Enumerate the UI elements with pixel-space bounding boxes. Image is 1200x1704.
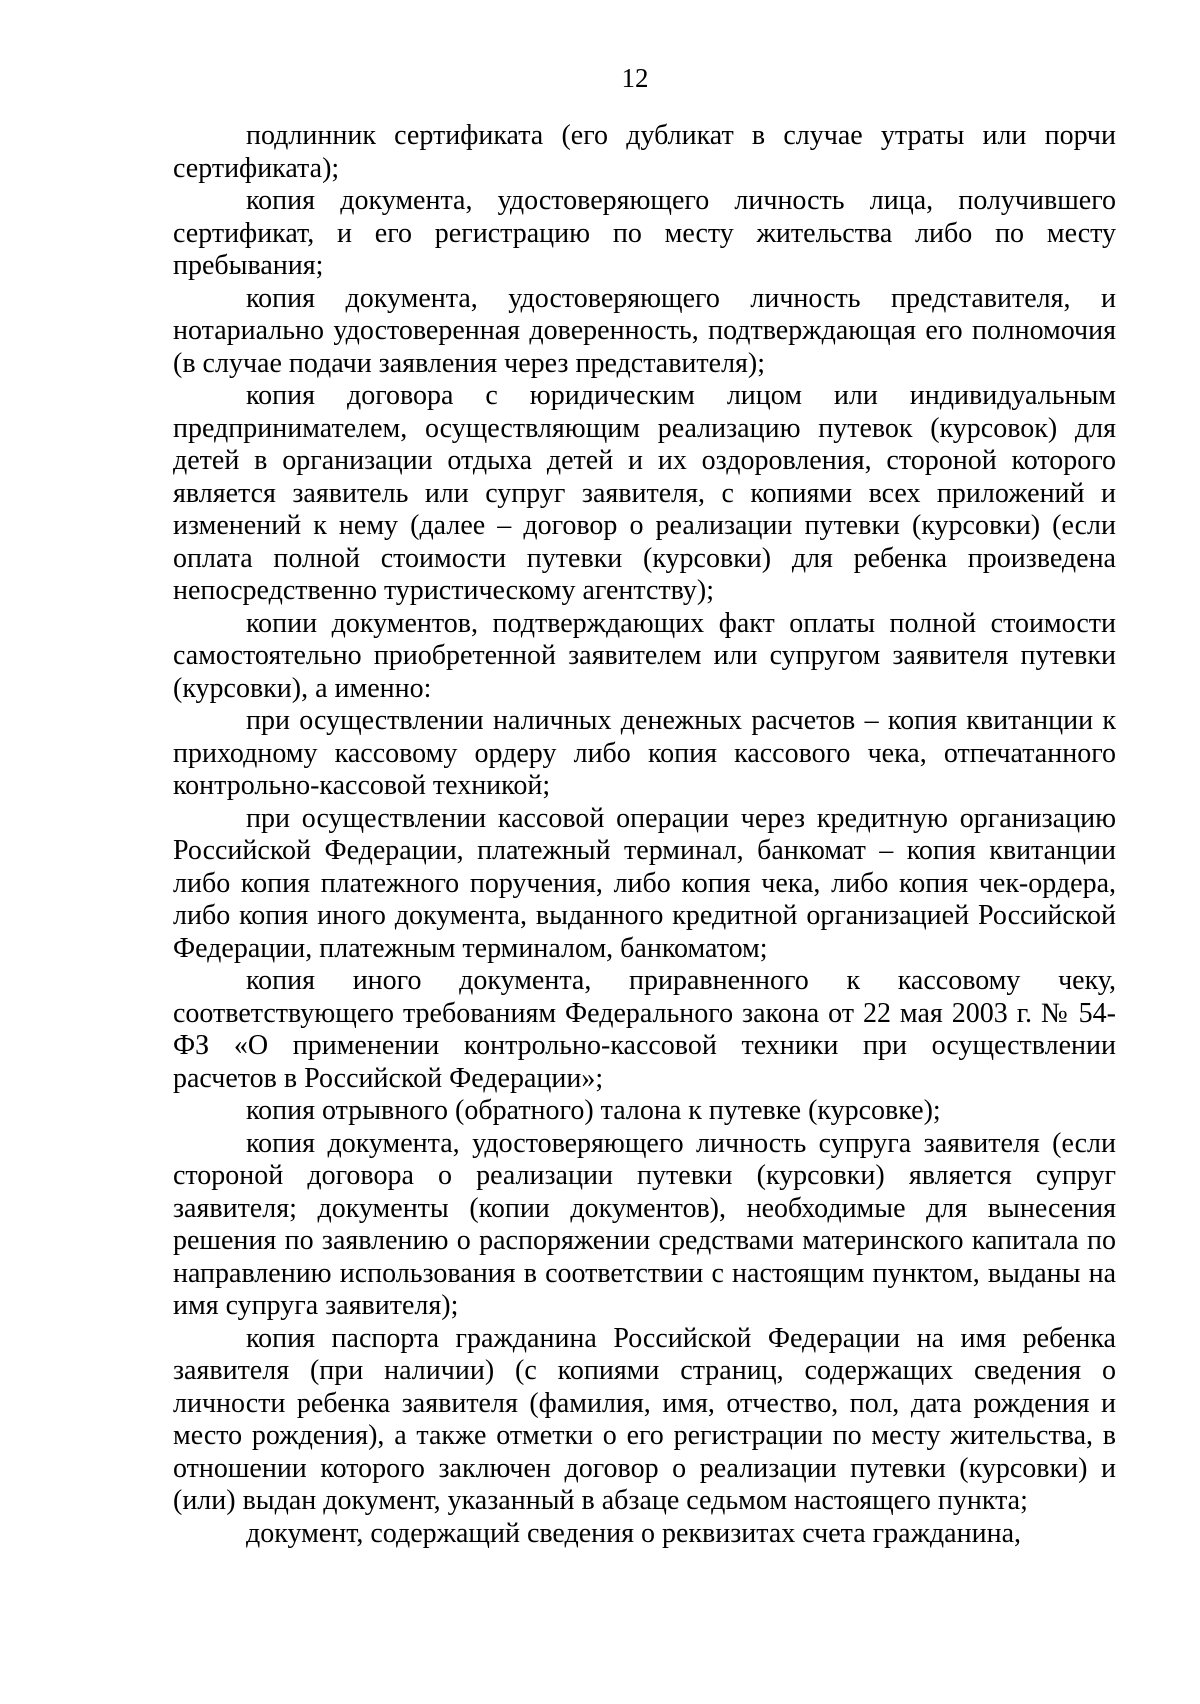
paragraph-bank-payment: при осуществлении кассовой операции через кредитную организацию Российской Федерации, платежный терминал, банкомат – копия квитанции либо копия платежного поручения, либо копия чека, либо копия чек-ордера, либо копия иного документа, выданного кредитной организацией Российской Федерации, платежным терминалом, банкоматом; [173,802,1116,964]
paragraph-equivalent-receipt: копия иного документа, приравненного к кассовому чеку, соответствующего требованиям Федерального закона от 22 мая 2003 г. № 54-ФЗ «О применении контрольно-кассовой техники при осуществлении расчетов в Российской Федерации»; [173,965,1116,1094]
paragraph-representative-id-copy: копия документа, удостоверяющего личность представителя, и нотариально удостоверенная доверенность, подтверждающая его полномочия (в случае подачи заявления через представителя); [173,282,1116,379]
paragraph-voucher-contract-copy: копия договора с юридическим лицом или индивидуальным предпринимателем, осуществляющим реализацию путевок (курсовок) для детей в организации отдыха детей и их оздоровления, стороной которого является заявитель или супруг заявителя, с копиями всех приложений и изменений к нему (далее – договор о реализации путевки (курсовки) (если оплата полной стоимости путевки (курсовки) для ребенка произведена непосредственно туристическому агентству); [173,380,1116,606]
document-body [173,120,1116,1550]
paragraph-spouse-id-copy: копия документа, удостоверяющего личность супруга заявителя (если стороной договора о реализации путевки (курсовки) является супруг заявителя; документы (копии документов), необходимые для вынесения решения по заявлению о распоряжении средствами материнского капитала по направлению использования в соответствии с настоящим пунктом, выданы на имя супруга заявителя); [173,1127,1116,1321]
page-number: 12 [621,63,649,93]
paragraph-child-passport-copy: копия паспорта гражданина Российской Федерации на имя ребенка заявителя (при наличии) (с копиями страниц, содержащих сведения о личности ребенка заявителя (фамилия, имя, отчество, пол, дата рождения и место рождения), а также отметки о его регистрации по месту жительства, в отношении которого заключен договор о реализации путевки (курсовки) и (или) выдан документ, указанный в абзаце седьмом настоящего пункта; [173,1322,1116,1516]
paragraph-bank-account-details: документ, содержащий сведения о реквизитах счета гражданина, [246,1517,1021,1549]
paragraph-payment-documents: копии документов, подтверждающих факт оплаты полной стоимости самостоятельно приобретенной заявителем или супругом заявителя путевки (курсовки), а именно: [173,607,1116,704]
paragraph-cash-payment: при осуществлении наличных денежных расчетов – копия квитанции к приходному кассовому ордеру либо копия кассового чека, отпечатанного контрольно-кассовой техникой; [173,705,1116,801]
paragraph-voucher-stub: копия отрывного (обратного) талона к путевке (курсовке); [246,1095,941,1126]
paragraph-certificate-original: подлинник сертификата (его дубликат в случае утраты или порчи сертификата); [173,120,1116,184]
paragraph-holder-id-copy: копия документа, удостоверяющего личность лица, получившего сертификат, и его регистрацию по месту жительства либо по месту пребывания; [173,185,1116,281]
